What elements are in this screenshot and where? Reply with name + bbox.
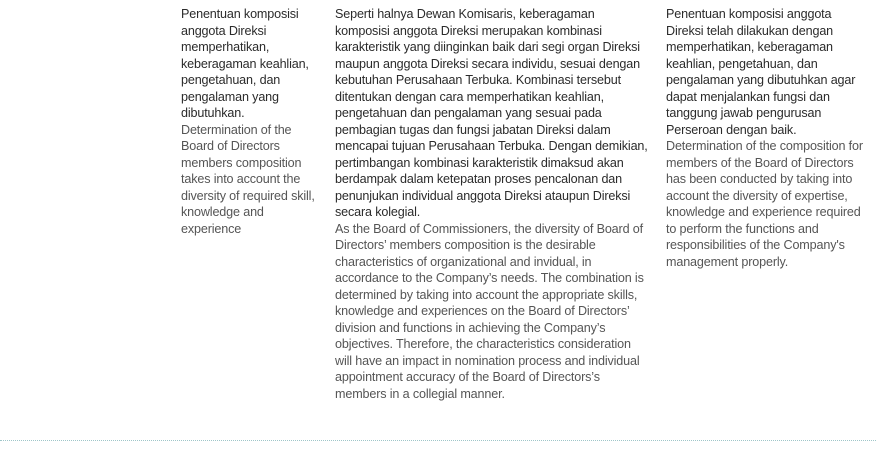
guideline-text-indonesian: Penentuan komposisi anggota Direksi memperhatikan, keberagaman keahlian, pengetahuan, dan pengalaman yang dibutuhkan. (181, 7, 309, 120)
implementation-text-indonesian: Penentuan komposisi anggota Direksi telah dilakukan dengan memperhatikan, keberagaman keahlian, pengetahuan, dan pengalaman yang dibutuhkan agar dapat menjalankan fungsi dan tanggung jawab pengurusan Perseroan dengan baik. (666, 7, 856, 137)
description-text-indonesian: Seperti halnya Dewan Komisaris, keberagaman komposisi anggota Direksi merupakan kombinasi karakteristik yang diinginkan baik dari segi organ Direksi maupun anggota Direksi secara individu, sesuai dengan kebutuhan Perusahaan Terbuka. Kombinasi tersebut ditentukan dengan cara memperhatikan keahlian, pengetahuan dan pengalaman yang sesuai pada pembagian tugas dan fungsi jabatan Direksi dalam mencapai tujuan Perusahaan Terbuka. Dengan demikian, pertimbangan kombinasi karakteristik dimaksud akan berdampak dalam ketepatan proses pencalonan dan penunjukan individual anggota Direksi ataupun Direksi secara kolegial. (335, 7, 648, 219)
guideline-text-english: Determination of the Board of Directors members composition takes into account the diversity of required skill, knowledge and experience (181, 122, 315, 236)
column-guideline (181, 6, 319, 237)
column-description (335, 6, 651, 402)
description-text-english: As the Board of Commissioners, the diversity of Board of Directors’ members composition is the desirable characteristics of organizational and invidual, in accordance to the Company’s needs. The combination is determined by taking into account the appropriate skills, knowledge and experiences on the Board of Directors’ division and functions in achieving the Company’s objectives. Therefore, the characteristics consideration will have an impact in nomination process and individual appointment accuracy of the Board of Directors’s members in a collegial manner. (335, 221, 644, 401)
implementation-text-english: Determination of the composition for members of the Board of Directors has been conducted by taking into account the diversity of expertise, knowledge and experience required to perform the functions and responsibilities of the Company's management properly. (666, 139, 863, 269)
column-implementation (666, 6, 872, 270)
row-divider (0, 440, 876, 441)
